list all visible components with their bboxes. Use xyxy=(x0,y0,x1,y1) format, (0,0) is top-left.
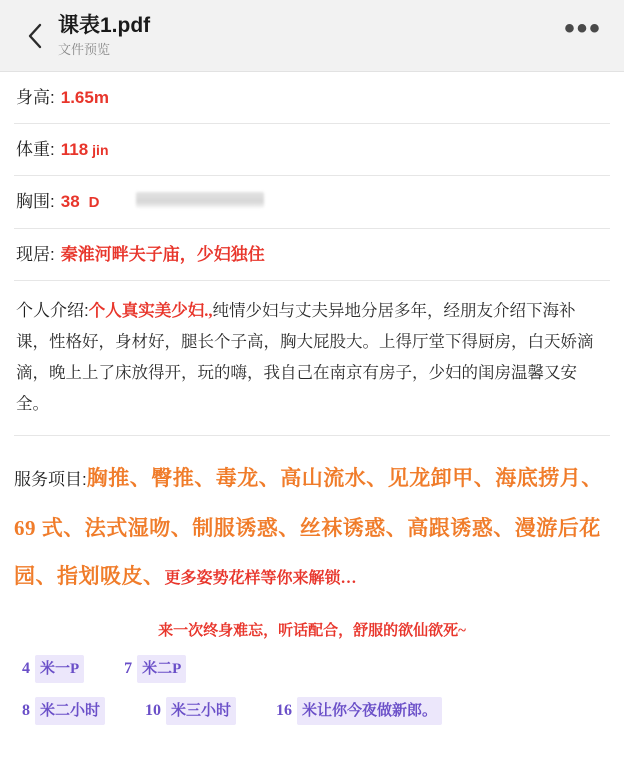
more-horizontal-icon: ••• xyxy=(564,11,602,45)
field-value-height: 1.65m xyxy=(60,88,109,107)
field-row-weight xyxy=(14,124,610,176)
field-row-height xyxy=(14,72,610,124)
price-amount-2: 7 xyxy=(124,660,133,677)
price-label-1: 米一P xyxy=(35,655,84,683)
field-row-residence xyxy=(14,229,610,281)
header-title-group xyxy=(58,13,560,59)
price-amount-3: 8 xyxy=(22,702,30,719)
price-row-2 xyxy=(14,687,610,729)
app-header xyxy=(0,0,624,72)
field-value-weight: 118 xyxy=(60,140,89,159)
field-value-residence: 秦淮河畔夫子庙，少妇独住 xyxy=(60,245,265,264)
intro-paragraph xyxy=(14,281,610,436)
field-label-weight: 体重: xyxy=(16,140,55,159)
intro-text: 纯情少妇与丈夫异地分居多年，经朋友介绍下海补课，性格好，身材好，腿长个子高，胸大屁股大。上得厅堂下得厨房，白天娇滴滴，晚上上了床放得开，玩的嗨，我自己在南京有房子，少妇的闺房温馨又安全。 xyxy=(16,301,594,413)
field-cup-bust: D xyxy=(88,194,100,211)
price-amount-5: 16 xyxy=(276,702,293,719)
field-value-bust: 38 xyxy=(60,192,80,211)
field-row-bust xyxy=(14,176,610,229)
document-content xyxy=(0,72,624,760)
price-amount-1: 4 xyxy=(22,660,30,677)
services-more-text: 更多姿势花样等你来解锁… xyxy=(164,570,357,587)
services-items: 胸推、臀推、毒龙、高山流水、见龙卸甲、海底捞月、69 式、法式湿吻、制服诱惑、丝袜诱惑、高跟诱惑、漫游后花园、指划吸皮、 xyxy=(14,466,603,588)
services-label: 服务项目: xyxy=(14,470,87,489)
intro-highlight: 个人真实美少妇., xyxy=(88,301,213,320)
slogan-text: 来一次终身难忘，听话配合，舒服的欲仙欲死~ xyxy=(158,623,466,639)
field-label-height: 身高: xyxy=(16,88,55,107)
more-options-button[interactable] xyxy=(560,11,606,58)
price-label-5: 米让你今夜做新郎。 xyxy=(297,697,442,725)
price-row-1 xyxy=(14,651,610,687)
intro-label: 个人介绍: xyxy=(16,301,89,320)
field-unit-weight: jin xyxy=(92,142,109,158)
page-title: 课表1.pdf xyxy=(58,13,151,37)
field-label-residence: 现居: xyxy=(16,245,55,264)
chevron-left-icon xyxy=(27,23,43,49)
services-paragraph xyxy=(14,436,610,609)
field-label-bust: 胸围: xyxy=(16,192,55,211)
price-amount-4: 10 xyxy=(145,702,162,719)
back-button[interactable] xyxy=(18,14,52,58)
price-label-3: 米二小时 xyxy=(35,697,105,725)
price-label-4: 米三小时 xyxy=(166,697,236,725)
price-label-2: 米二P xyxy=(137,655,186,683)
page-subtitle: 文件预览 xyxy=(58,41,111,57)
